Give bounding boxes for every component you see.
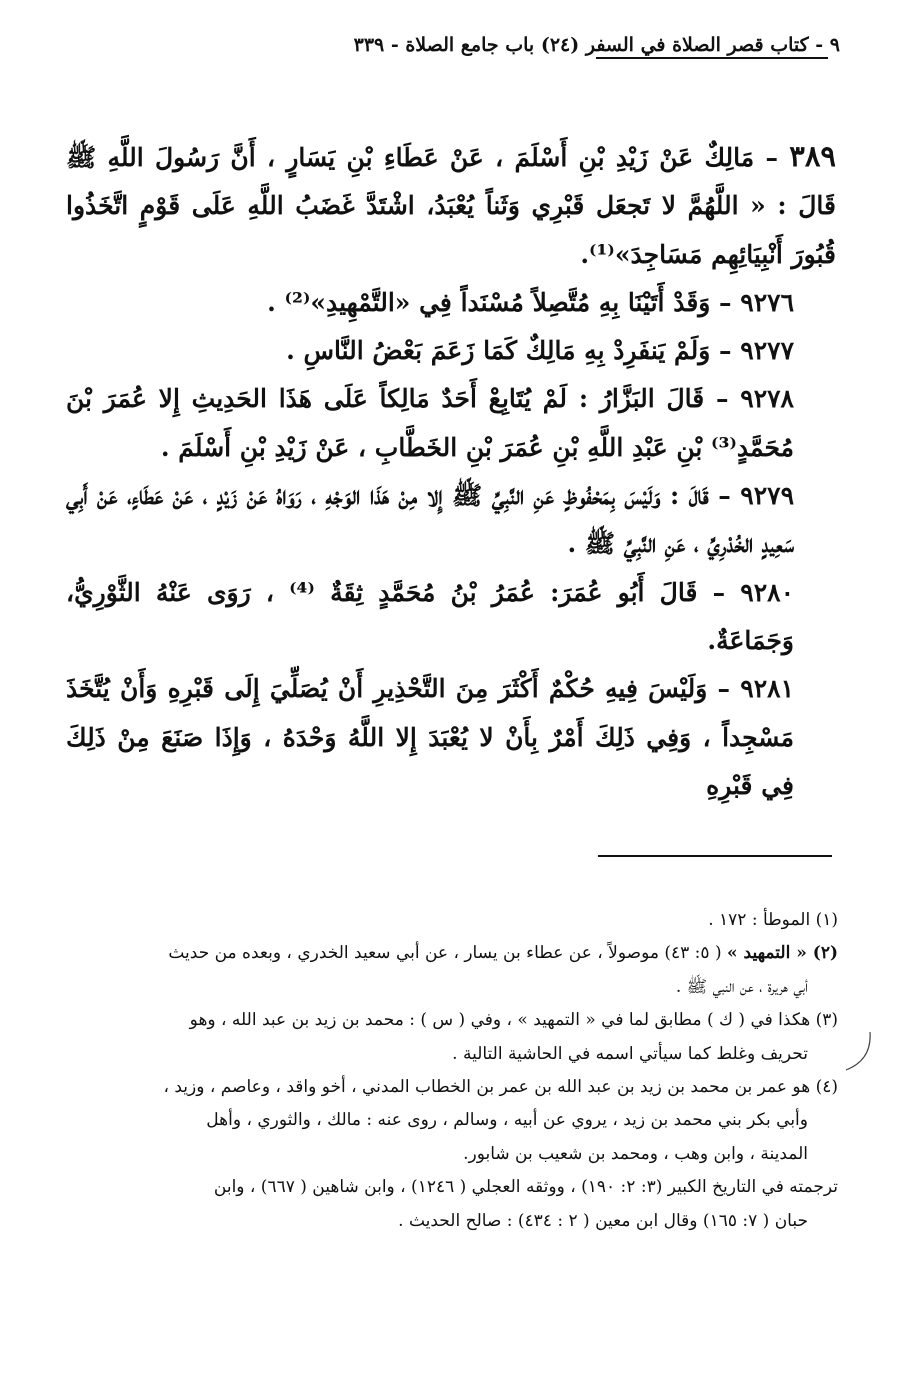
paragraph-number: ٩٢٨١ — [740, 674, 794, 704]
footnote-2-continuation: أبي هريرة ، عن النبي ﷺ . — [675, 976, 808, 997]
footnote-rule — [598, 855, 832, 857]
paragraph-text: – قَالَ : وَلَيْسَ بِمَحْفُوظٍ عَنِ النَّبِيِّ ﷺ إِلا مِنْ هَذَا الوَجْهِ ، رَوَاهُ عَنْ زَيْدٍ ، عَنْ عَطَاءٍ، عَنْ أَبِي سَعِيدٍ الخُدْرِيِّ ، عَنِ النَّبِيِّ ﷺ . — [66, 481, 794, 559]
hadith-text: – مَالِكٌ عَنْ زَيْدِ بْنِ أَسْلَمَ ، عَنْ عَطَاءِ بْنِ يَسَارٍ ، أَنَّ رَسُولَ اللَّهِ ﷺ قَالَ : « اللَّهُمَّ لا تَجعَل قَبْرِي وَثَناً يُعْبَدُ، اشْتَدَّ غَضَبُ اللَّهِ عَلَى قَوْمٍ اتَّخَذُوا قُبُورَ أَنْبِيَائِهِم مَسَاجِدَ»⁽¹⁾. — [66, 143, 836, 269]
hadith-number: ٣٨٩ — [789, 139, 836, 173]
paragraph-9277 — [66, 327, 836, 375]
footnotes — [62, 905, 838, 1239]
footnote-2 — [62, 938, 838, 968]
paragraph-9281 — [66, 665, 836, 810]
hadith-paragraph — [66, 132, 836, 279]
margin-bracket-mark — [842, 1030, 872, 1074]
paragraph-9280 — [66, 569, 836, 666]
footnote-4-continuation: ترجمته في التاريخ الكبير (٣: ٢: ١٩٠) ، ووثقه العجلي ( ١٢٤٦) ، وابن شاهين ( ٦٦٧) ، وابن — [213, 1177, 838, 1198]
footnote-2-text: ( ٥: ٤٣) موصولاً ، عن عطاء بن يسار ، عن أبي سعيد الخدري ، وبعده من حديث — [168, 943, 722, 964]
paragraph-text: – وَقَدْ أَتَيْنَا بِهِ مُتَّصِلاً مُسْنَداً فِي «التَّمْهِيدِ»⁽²⁾ . — [267, 287, 732, 317]
footnote-2-lead: (٢) « التمهيد » — [727, 943, 838, 964]
paragraph-9276 — [66, 279, 836, 327]
footnote-4-continuation: المدينة ، وابن وهب ، ومحمد بن شعيب بن شابور. — [463, 1143, 808, 1164]
footnote-3-continuation: تحريف وغلط كما سيأتي اسمه في الحاشية التالية . — [452, 1043, 808, 1064]
paragraph-number: ٩٢٧٨ — [740, 384, 794, 414]
paragraph-number: ٩٢٧٩ — [740, 481, 794, 511]
footnote-1: (١) الموطأ : ١٧٢ . — [708, 910, 838, 930]
paragraph-number: ٩٢٧٧ — [740, 336, 794, 366]
paragraph-9279 — [66, 472, 836, 569]
footnote-4: (٤) هو عمر بن محمد بن زيد بن عبد الله بن عمر بن الخطاب المدني ، أخو واقد ، وعاصم ، وزيد ، — [163, 1077, 838, 1098]
main-text — [66, 132, 836, 810]
paragraph-text: – قَالَ البَزَّارُ : لَمْ يُتَابِعْ أَحَدٌ مَالِكاً عَلَى هَذَا الحَدِيثِ إِلا عُمَرَ بْنَ مُحَمَّدٍ⁽³⁾ بْنِ عَبْدِ اللَّهِ بْنِ عُمَرَ بْنِ الخَطَّابِ ، عَنْ زَيْدِ بْنِ أَسْلَمَ . — [66, 384, 794, 462]
footnote-4-continuation: وأبي بكر بني محمد بن زيد ، يروي عن أبيه ، وسالم ، روى عنه : مالك ، والثوري ، وأهل — [206, 1110, 808, 1131]
paragraph-text: – وَلَمْ يَنفَرِدْ بِهِ مَالِكٌ كَمَا زَعَمَ بَعْضُ النَّاسِ . — [286, 336, 732, 366]
paragraph-text: – وَلَيْسَ فِيهِ حُكْمٌ أَكْثَرَ مِنَ التَّحْذِيرِ أَنْ يُصَلِّيَ إِلَى قَبْرِهِ وَأَنْ يُتَّخَذَ مَسْجِداً ، وَفِي ذَلِكَ أَمْرٌ بِأَنْ لا يُعْبَدَ إِلا اللَّهُ وَحْدَهُ ، وَإِذَا صَنَعَ مِنْ ذَلِكَ فِي قَبْرِهِ — [66, 674, 794, 800]
footnote-4-continuation: حبان ( ٧: ١٦٥) وقال ابن معين ( ٢ : ٤٣٤) : صالح الحديث . — [398, 1210, 808, 1231]
paragraph-number: ٩٢٨٠ — [740, 577, 794, 607]
paragraph-text: عُمَرُ بْنُ مُحَمَّدٍ ثِقَةٌ ⁽⁴⁾ ، رَوَى عَنْهُ الثَّوْرِيُّ، وَجَمَاعَةٌ. — [66, 577, 794, 655]
paragraph-lead: – قَالَ أَبُو عُمَرَ: — [550, 577, 726, 607]
footnote-3: (٣) هكذا في ( ك ) مطابق لما في « التمهيد » ، وفي ( س ) : محمد بن زيد بن عبد الله ، وهو — [189, 1010, 838, 1031]
header-rule — [596, 57, 828, 59]
paragraph-number: ٩٢٧٦ — [740, 287, 794, 317]
running-header: ٩ - كتاب قصر الصلاة في السفر (٢٤) باب جامع الصلاة - ٣٣٩ — [353, 34, 840, 56]
paragraph-9278 — [66, 375, 836, 472]
